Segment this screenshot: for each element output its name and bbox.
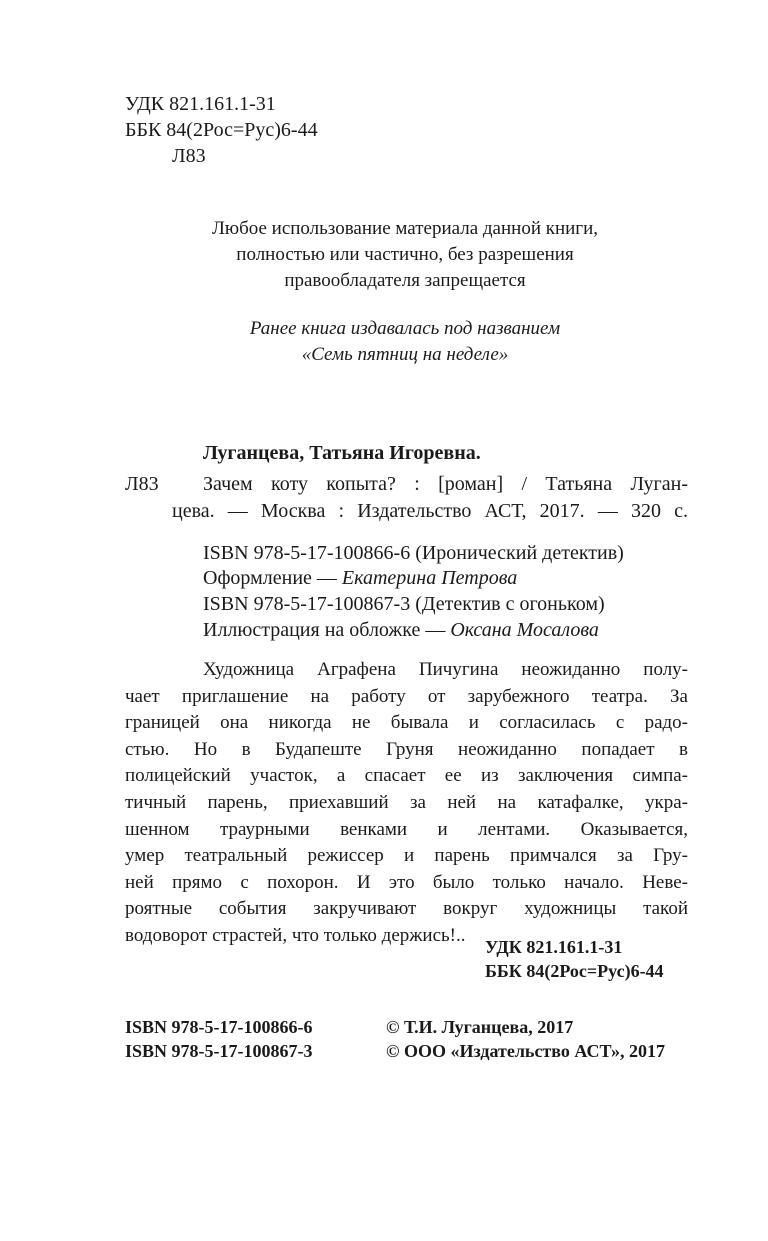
bottom-isbn2: ISBN 978-5-17-100867-3 [125,1041,313,1061]
annotation-line: Художница Аграфена Пичугина неожиданно полу- [203,659,688,680]
catalog-title-text: цева. — Москва : Издательство АСТ, 2017. — 320 с. [172,500,688,522]
notice-line: полностью или частично, без разрешения [236,244,574,265]
catalog-author: Луганцева, Татьяна Игоревна. [203,442,481,464]
catalog-mark: Л83 [125,473,159,495]
annotation-line: границей она никогда не бывала и согласилась с радо- [125,712,688,734]
previous-title-line: Ранее книга издавалась под названием [249,318,561,339]
catalog-title-line1 [203,472,688,496]
previous-title [125,317,685,367]
annotation-line: стью. Но в Будапеште Груня неожиданно попадает в [125,738,688,760]
catalog-isbn1: ISBN 978-5-17-100866-6 (Иронический детектив) [203,542,624,564]
annotation-line: водоворот страстей, что только держись!.. [125,924,466,946]
footer-bbk: ББК 84(2Рос=Рус)6-44 [485,961,664,981]
footer-udk: УДК 821.161.1-31 [485,937,623,957]
previous-title-line: «Семь пятниц на неделе» [301,344,509,365]
notice-line: правообладателя запрещается [284,270,526,291]
copyright-notice [125,217,685,293]
catalog-cover [203,618,599,642]
annotation-line: полицейский участок, а спасает ее из заключения симпа- [125,765,688,787]
annotation-line: тичный парень, приехавший за ней на катафалке, укра- [125,791,688,813]
annotation-line: роятные события закручивают вокруг художницы такой [125,898,688,920]
annotation [125,657,688,950]
bottom-isbn1: ISBN 978-5-17-100866-6 [125,1017,313,1037]
design-label: Оформление — [203,567,342,589]
cover-label: Иллюстрация на обложке — [203,619,451,641]
copyright-author: © Т.И. Луганцева, 2017 [386,1017,574,1037]
annotation-line: умер театральный режиссер и парень примчался за Гру- [125,845,688,867]
udk-code: УДК 821.161.1-31 [125,93,276,115]
author-mark: Л83 [172,145,206,167]
annotation-line: чает приглашение на работу от зарубежного театра. За [125,685,688,707]
catalog-isbn2: ISBN 978-5-17-100867-3 (Детектив с огоньком) [203,593,605,615]
catalog-title-line2 [172,499,688,523]
annotation-line: шенном траурными венками и лентами. Оказывается, [125,818,688,840]
catalog-title-text: Зачем коту копыта? : [роман] / Татьяна Луган- [203,473,688,495]
bbk-code: ББК 84(2Рос=Рус)6-44 [125,119,318,141]
catalog-design [203,566,517,590]
cover-name: Оксана Мосалова [450,619,599,641]
design-name: Екатерина Петрова [341,567,518,589]
annotation-line: ней прямо с похорон. И это было только начало. Неве- [125,871,688,893]
notice-line: Любое использование материала данной книги, [211,218,599,239]
copyright-publisher: © ООО «Издательство АСТ», 2017 [386,1041,666,1061]
